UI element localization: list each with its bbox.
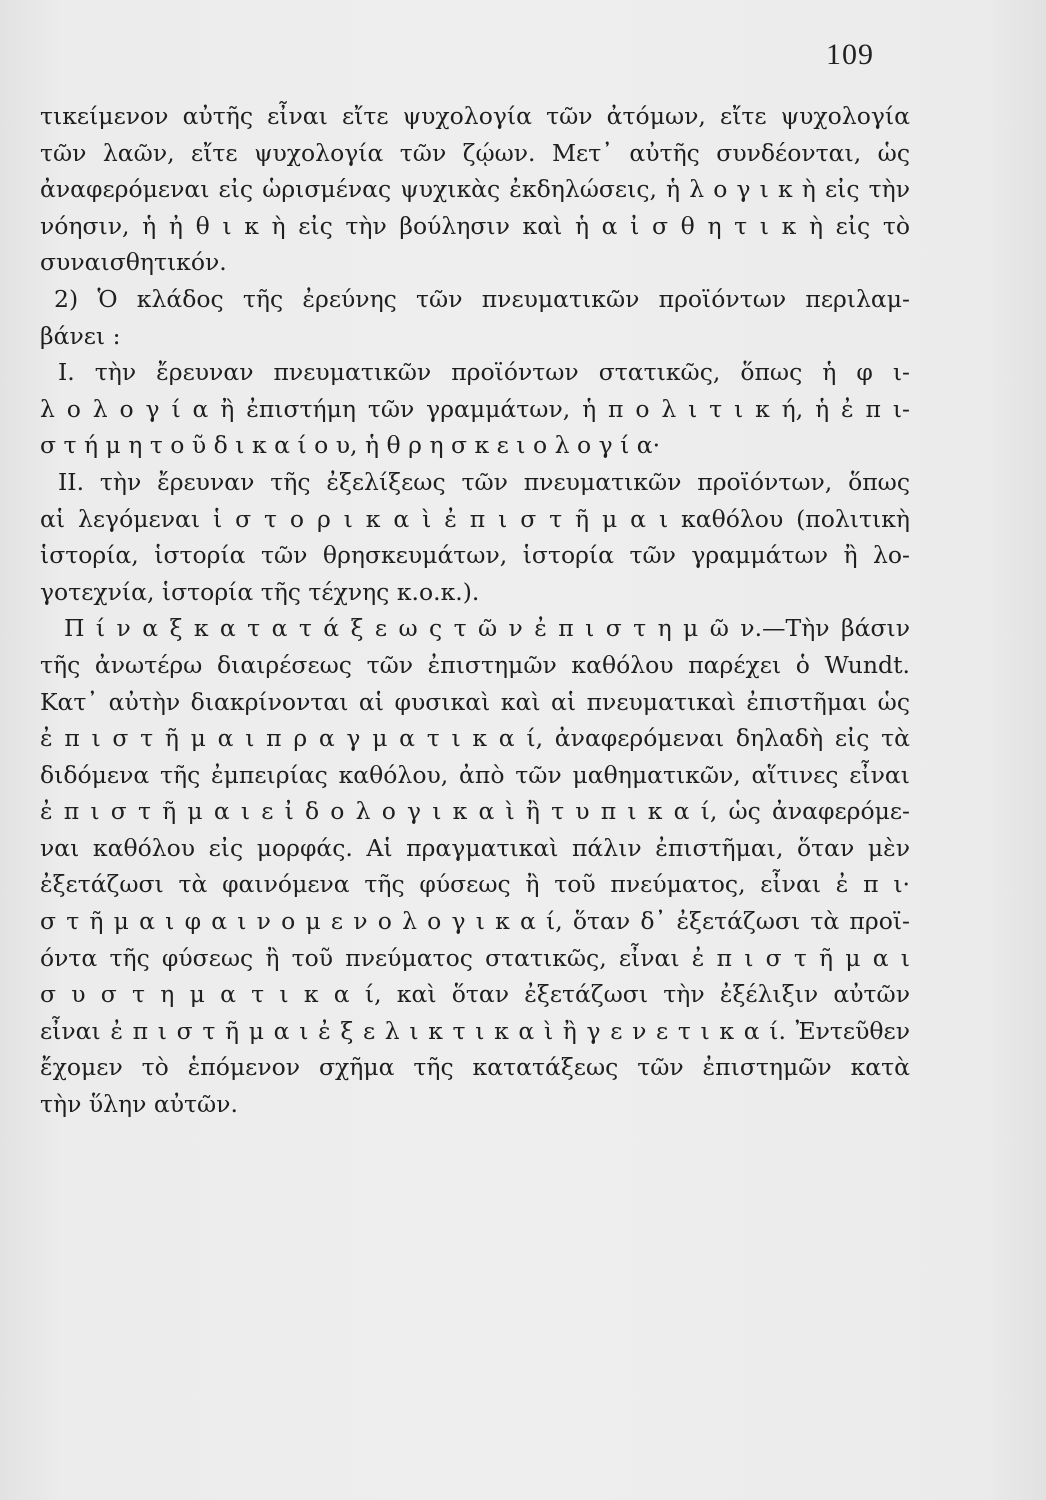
text-line: σ υ σ τ η μ α τ ι κ α ί, καὶ ὅταν ἐξετάζωσι τὴν ἐξέλιξιν αὐτῶν (40, 980, 910, 1009)
text-line: όντα τῆς φύσεως ἢ τοῦ πνεύματος στατικῶς, εἶναι ἐ π ι σ τ ῆ μ α ι (40, 943, 910, 972)
text-line: σ τ ῆ μ α ι φ α ι ν ο μ ε ν ο λ ο γ ι κ α ί, ὅταν δ᾿ ἐξετάζωσι τὰ προϊ- (40, 907, 910, 936)
text-line: ἱστορία, ἱστορία τῶν θρησκευμάτων, ἱστορία τῶν γραμμάτων ἢ λο- (40, 541, 910, 570)
text-line: Κατ᾿ αὐτὴν διακρίνονται αἱ φυσικαὶ καὶ αἱ πνευματικαὶ ἐπιστῆμαι ὡς (40, 687, 910, 716)
text-line: νόησιν, ἡ ἠ θ ι κ ὴ εἰς τὴν βούλησιν καὶ ἡ α ἰ σ θ η τ ι κ ὴ εἰς τὸ (40, 211, 910, 240)
text-line: ἐξετάζωσι τὰ φαινόμενα τῆς φύσεως ἢ τοῦ πνεύματος, εἶναι ἐ π ι· (40, 870, 910, 899)
body-text (40, 98, 910, 1123)
text-line: συναισθητικόν. (40, 248, 227, 277)
page-number: 109 (826, 38, 874, 71)
text-line: σ τ ή μ η τ ο ῦ δ ι κ α ί ο υ, ἡ θ ρ η σ κ ε ι ο λ ο γ ί α· (40, 431, 661, 460)
text-line: ἐ π ι σ τ ῆ μ α ι ε ἰ δ ο λ ο γ ι κ α ὶ ἢ τ υ π ι κ α ί, ὡς ἀναφερόμε- (40, 797, 910, 826)
text-line: βάνει : (40, 321, 121, 350)
section-heading-line: Π ί ν α ξ κ α τ α τ ά ξ ε ω ς τ ῶ ν ἐ π ι σ τ η μ ῶ ν.—Τὴν βάσιν (64, 614, 910, 643)
text-line: Ι. τὴν ἔρευναν πνευματικῶν προϊόντων στατικῶς, ὅπως ἡ φ ι- (58, 358, 910, 387)
text-line: ΙΙ. τὴν ἔρευναν τῆς ἐξελίξεως τῶν πνευματικῶν προϊόντων, ὅπως (58, 467, 910, 496)
text-line: ἀναφερόμεναι εἰς ὡρισμένας ψυχικὰς ἐκδηλώσεις, ἡ λ ο γ ι κ ὴ εἰς τὴν (40, 175, 910, 204)
text-line: γοτεχνία, ἱστορία τῆς τέχνης κ.ο.κ.). (40, 577, 480, 606)
text-line: τικείμενον αὐτῆς εἶναι εἴτε ψυχολογία τῶν ἀτόμων, εἴτε ψυχολογία (40, 102, 910, 130)
text-line: ἐ π ι σ τ ῆ μ α ι π ρ α γ μ α τ ι κ α ί, ἀναφερόμεναι δηλαδὴ εἰς τὰ (40, 724, 910, 753)
text-line: εἶναι ἐ π ι σ τ ῆ μ α ι ἐ ξ ε λ ι κ τ ι κ α ὶ ἢ γ ε ν ε τ ι κ α ί. Ἐντεῦθεν (40, 1016, 910, 1045)
text-line: 2) Ὁ κλάδος τῆς ἐρεύνης τῶν πνευματικῶν προϊόντων περιλαμ- (54, 284, 910, 313)
text-line: τὴν ὕλην αὐτῶν. (40, 1090, 238, 1119)
text-line: τῶν λαῶν, εἴτε ψυχολογία τῶν ζῴων. Μετ᾿ αὐτῆς συνδέονται, ὡς (40, 138, 910, 167)
text-line: ἔχομεν τὸ ἑπόμενον σχῆμα τῆς κατατάξεως τῶν ἐπιστημῶν κατὰ (40, 1053, 910, 1082)
text-line: τῆς ἀνωτέρω διαιρέσεως τῶν ἐπιστημῶν καθόλου παρέχει ὁ Wundt. (40, 650, 910, 679)
text-line: αἱ λεγόμεναι ἱ σ τ ο ρ ι κ α ὶ ἐ π ι σ τ ῆ μ α ι καθόλου (πολιτικὴ (40, 504, 910, 533)
text-line: ναι καθόλου εἰς μορφάς. Αἱ πραγματικαὶ πάλιν ἐπιστῆμαι, ὅταν μὲν (40, 833, 910, 862)
text-line: διδόμενα τῆς ἐμπειρίας καθόλου, ἀπὸ τῶν μαθηματικῶν, αἵτινες εἶναι (40, 760, 910, 789)
text-line: λ ο λ ο γ ί α ἢ ἐπιστήμη τῶν γραμμάτων, ἡ π ο λ ι τ ι κ ή, ἡ ἐ π ι- (40, 394, 910, 423)
